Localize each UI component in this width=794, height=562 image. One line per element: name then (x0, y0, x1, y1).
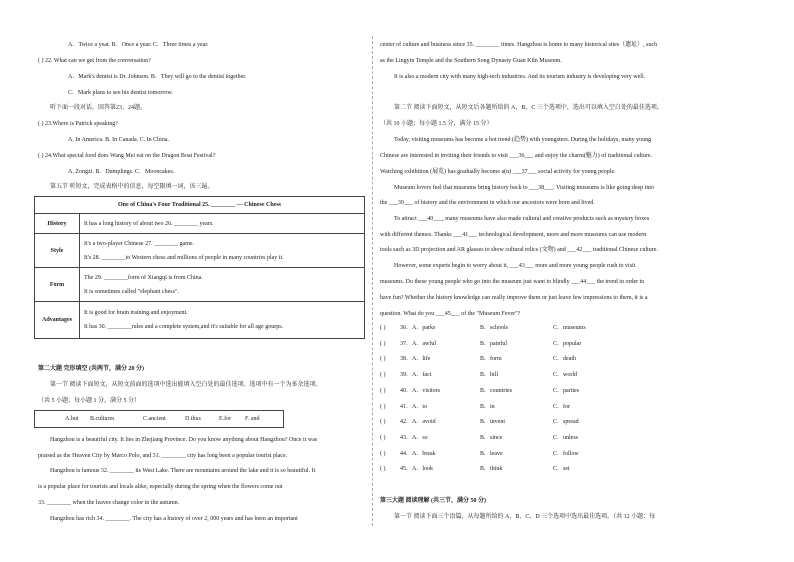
question-line: C．Mark plans to see his dentist tomorrow. (68, 90, 173, 96)
answer-paren: ( ) (380, 419, 386, 426)
question-number: 44． (400, 450, 413, 457)
row-line: It's a two-player Chinese 27. ________ game. (84, 240, 195, 247)
row-content (80, 302, 365, 339)
answer-paren: ( ) (380, 372, 386, 379)
answer-paren: ( ) (380, 434, 386, 441)
option-a: A．to (412, 403, 428, 410)
chinese-chess-table (34, 196, 365, 339)
passage-line: praised as the Heaven City by Marco Polo, and 31. ________ city has long been a popular tourist place. (38, 453, 288, 459)
passage-line: Hangzhou is a beautiful city. It lies in Zhejiang Province. Do you know anything about Hangzhou? Once it was (50, 437, 318, 443)
question-line: A. Zongzi. B．Dumplings. C．Mooncakes. (68, 169, 175, 175)
option-a: A．look (412, 466, 434, 473)
passage-line: Hangzhou has rich 34. ________. The city has a history of over 2, 000 years and has been an important (50, 516, 298, 522)
table-title: One of China's Four Traditional 25. ________ — Chinese Chess (35, 197, 365, 214)
table-row (35, 302, 365, 339)
question-line: 第五节 听短文，完成表格中的信息，每空限填一词，该三遍。 (50, 184, 214, 190)
question-line: ( ) 22. What can we get from the conversation? (38, 58, 151, 64)
passage-line: 33. ________ when the leaves change color in the autumn. (38, 500, 180, 506)
passage-line: museums. Do these young people who go into the museum just want to blindly ___44___ the trend in order to (380, 279, 645, 285)
passage-line: center of culture and business since 35. ________ times. Hangzhou is home to many historical sites（遗址）, such (380, 42, 658, 48)
answer-paren: ( ) (380, 387, 386, 394)
option-a: A．awful (412, 340, 436, 347)
option-a: A．fact (412, 372, 432, 379)
table-row (35, 214, 365, 234)
option-c: C．death (553, 356, 576, 363)
question-number: 40． (400, 387, 413, 394)
passage-line: tools such as 3D projection and AR glasses to show cultural relics (文物) and ___42___ traditional Chinese culture. (380, 247, 658, 253)
row-content (80, 234, 365, 268)
option-b: B．countries (480, 387, 512, 394)
row-line: It is good for brain training and enjoyment. (84, 310, 188, 316)
option-b: B．schools (480, 325, 509, 331)
question-number: 43． (400, 434, 413, 441)
question-line: A．Twice a year. B．Once a year. C．Three times a year. (68, 42, 209, 48)
section-title: 第二大题 完形填空 (共两节，满分 20 分) (38, 366, 144, 372)
option-a: A．so (412, 434, 428, 441)
option-c: C．parties (553, 387, 579, 394)
word-bank-option: D.thus (185, 416, 201, 422)
option-c: C．world (553, 372, 578, 379)
answer-paren: ( ) (380, 466, 386, 473)
row-line: It's 28. ________to Western chess and millions of people in many countries play it. (84, 254, 284, 261)
section-title: 第三大题 阅读理解 (共三节，满分 50 分) (380, 498, 486, 504)
passage-line: It is also a modern city with many high-tech industries. And its tourism industry is developing very well. (394, 74, 646, 80)
option-c: C．spread (553, 419, 579, 426)
answer-paren: ( ) (380, 340, 386, 347)
option-b: B．in (480, 403, 495, 410)
option-b: B．leave (480, 450, 503, 457)
question-number: 42． (400, 419, 413, 426)
section-instruction: （共 10 小题；每小题 1.5 分，满分 15 分） (380, 121, 493, 127)
passage-line: Watching exhibition (展览) has gradually become a(n) ___37___ social activity for young people. (380, 169, 616, 175)
question-line: ( ) 23.Where is Patrick speaking? (38, 121, 118, 127)
passage-line: the ___39___ of history and the environment in which our ancestors were born and lived. (380, 200, 595, 206)
question-line: 听下面一段对话，回答第23、24题。 (50, 105, 147, 111)
answer-paren: ( ) (380, 356, 386, 363)
answer-paren: ( ) (380, 403, 386, 410)
question-number: 39． (400, 372, 413, 379)
option-a: A．avoid (412, 419, 436, 426)
row-content (80, 214, 365, 234)
passage-line: However, some experts begin to worry about it, ___43___ more and more young people rush to visit (394, 263, 636, 269)
section-instruction: （共 5 小题；每小题 1 分，满分 5 分） (38, 398, 141, 404)
word-bank-box (34, 410, 284, 428)
passage-line: Chinese are interested in inviting their friends to visit ___36___ and enjoy the charm(魅力) of traditional culture. (380, 153, 653, 159)
row-header: History (35, 214, 80, 234)
row-header: Form (35, 268, 80, 302)
row-line: It has 30. ________rules and a complete system,and it's suitable for all age gourps. (84, 324, 284, 330)
table-row (35, 234, 365, 268)
word-bank-option: C.ancient (143, 416, 166, 422)
passage-line: Today, visiting museums has become a hot trend (趋势) with youngsters. During the holidays, many young (394, 137, 652, 143)
question-number: 41． (400, 403, 413, 410)
section-instruction: 第一节 阅读下面三个语篇，从每题所给的 A、B、C、D 三个选项中选出最佳选项。（共 12 小题；每 (394, 514, 656, 520)
word-bank-option: E.for (219, 416, 232, 422)
option-c: C．museums (553, 325, 586, 331)
passage-line: Museum lovers feel that museums bring history back to ___38___. Visiting museums is like going deep into (394, 185, 655, 191)
option-b: B．since (480, 434, 503, 441)
question-number: 37． (400, 340, 413, 347)
option-b: B．form (480, 356, 502, 363)
answer-paren: ( ) (380, 450, 386, 457)
section-instruction: 第一节 阅读下面短文，从短文前面的选项中选出能填入空白处的最佳选项。选项中有一个为多余选项。 (50, 382, 322, 388)
question-number: 36． (400, 325, 413, 331)
question-line: A．Mark's dentist is Dr. Johnson. B．They will go to the dentist together. (68, 74, 247, 80)
table-row (35, 268, 365, 302)
option-b: B．hill (480, 372, 499, 379)
answer-paren: ( ) (380, 325, 386, 331)
option-c: C．set (553, 466, 570, 473)
question-line: ( ) 24.What special food does Wang Mei eat on the Dragon Boat Festival? (38, 153, 216, 159)
option-b: B．painful (480, 340, 507, 347)
row-header: Style (35, 234, 80, 268)
row-content (80, 268, 365, 302)
option-b: B．think (480, 466, 503, 473)
option-a: A．break (412, 450, 436, 457)
passage-line: as the Lingyin Temple and the Southern Song Dynasty Guan Kiln Museum. (380, 58, 562, 64)
option-c: C．unless (553, 434, 579, 441)
option-a: A．visitors (412, 387, 441, 394)
option-a: A．life (412, 356, 431, 363)
row-line: It has a long history of about two 26. ________ years. (84, 220, 214, 227)
passage-line: have fun? Whether the history knowledge can really improve them or just leave few impressions to them, it is a (380, 295, 648, 301)
question-line: A. In America. B. In Canada. C. In China. (68, 137, 169, 143)
passage-line: Hangzhou is famous 32. ________ its West Lake. There are mountains around the lake and it is so beautiful. It (50, 468, 316, 474)
passage-line: is a popular place for tourists and locals alike, especially during the spring when the flowers come out (38, 484, 283, 490)
section-instruction: 第二节 阅读下面短文，从短文后各题所给的 A、B、C 三个选项中，选出可以填入空白处的最佳选项。 (394, 105, 663, 111)
passage-line: question. What do you ___45___ of the "Museum Fever"? (380, 311, 521, 317)
word-bank-option: A.but (65, 416, 79, 422)
row-line: It is sometimes called "elephant chess". (84, 288, 179, 295)
row-header: Advantages (35, 302, 80, 339)
question-number: 38． (400, 356, 413, 363)
option-b: B．invent (480, 419, 505, 426)
passage-line: To attract ___40___, many museums have also made cultural and creative products such as mystery boxes (394, 216, 650, 222)
option-c: C．for (553, 403, 570, 410)
column-divider (372, 36, 373, 526)
word-bank-option: F. and (245, 416, 260, 422)
passage-line: with different themes. Thanks ___41___ technological development, more and more museums can use modern (380, 232, 647, 238)
option-a: A．parks (412, 325, 436, 331)
question-number: 45． (400, 466, 413, 473)
row-line: The 29. ________form of Xiangqi is from China. (84, 274, 203, 281)
option-c: C．follow (553, 450, 579, 457)
word-bank-option: B.cultures (90, 416, 115, 422)
option-c: C．popular (553, 340, 582, 347)
